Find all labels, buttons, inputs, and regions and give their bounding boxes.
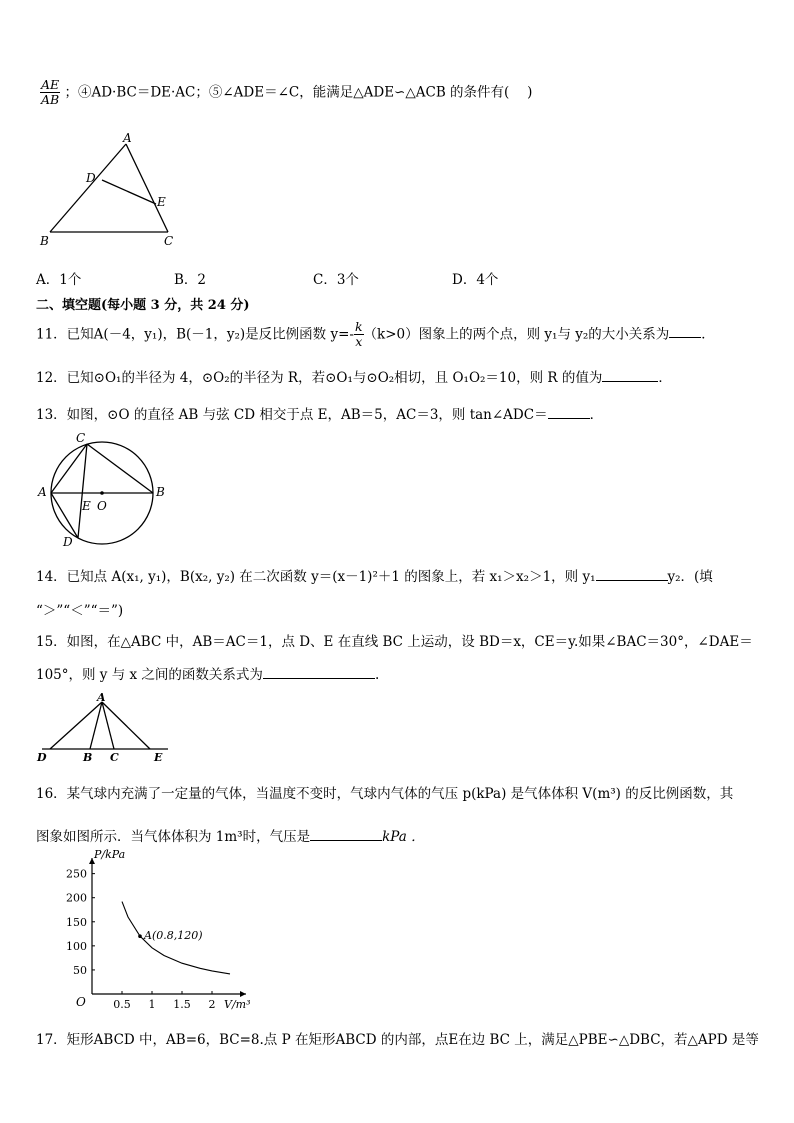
q13-answer-blank[interactable] (548, 406, 590, 419)
q10-conditions-text: ；④AD·BC＝DE·AC；⑤∠ADE＝∠C，能满足△ADE∽△ACB 的条件有( ) (64, 84, 533, 101)
circle-diameter-figure (34, 430, 174, 550)
question-15-line1: 15．如图，在△ABC 中，AB＝AC＝1，点 D、E 在直线 BC 上运动，设 BD＝x，CE＝y.如果∠BAC＝30°，∠DAE＝ (36, 634, 753, 650)
chart-x-tick-label: 1.5 (173, 998, 191, 1011)
question-12: 12．已知⊙O₁的半径为 4，⊙O₂的半径为 R，若⊙O₁与⊙O₂相切，且 O₁O₂＝10，则 R 的值为 ． (36, 370, 672, 386)
question-14-hint: “＞”“＜”“＝”) (36, 603, 124, 619)
question-13: 13．如图，⊙O 的直径 AB 与弦 CD 相交于点 E，AB＝5，AC＝3，则 tan∠ADC＝ ． (36, 407, 604, 423)
label-a: A (97, 691, 106, 704)
q10-option-c: C．3个 (313, 272, 359, 288)
chart-y-tick-label: 100 (66, 939, 87, 953)
label-c: C (76, 431, 86, 445)
chart-y-tick-label: 150 (66, 915, 87, 929)
label-a: A (123, 131, 132, 145)
q10-option-b: B．2 (174, 272, 207, 288)
q10-option-d: D．4个 (452, 272, 499, 288)
chart-x-tick-label: 1 (148, 998, 156, 1011)
label-c: C (164, 234, 174, 248)
label-b: B (40, 234, 49, 248)
q10-option-a: A．1个 (36, 272, 82, 288)
q11-fraction: $\frac{k}{x}$ (354, 319, 363, 350)
label-e: E (154, 751, 163, 764)
chart-y-tick-label: 250 (66, 867, 87, 881)
q11-answer-blank[interactable] (669, 325, 701, 338)
label-o: O (97, 499, 107, 513)
question-14: 14．已知点 A(x₁, y₁)，B(x₂, y₂) 在二次函数 y＝(x－1)²＋1 的图象上，若 x₁＞x₂＞1，则 y₁ y₂．(填 (36, 569, 713, 585)
chart-origin-label: O (76, 995, 86, 1009)
chart-x-arrow (240, 991, 246, 997)
label-b: B (156, 485, 165, 499)
chart-x-axis-label: V/m³ (224, 998, 251, 1011)
triangle-ade-figure (30, 128, 200, 250)
q12-answer-blank[interactable] (602, 369, 658, 382)
chart-x-tick-label: 2 (208, 998, 216, 1011)
label-e: E (157, 195, 166, 209)
label-b: B (83, 751, 93, 764)
label-d: D (86, 171, 96, 185)
triangle-line-figure (34, 690, 174, 765)
question-16-line2: 图象如图所示．当气体体积为 1m³时，气压是 kPa ． (36, 829, 425, 845)
label-c: C (110, 751, 119, 764)
section-title: 二、填空题(每小题 3 分，共 24 分) (36, 298, 250, 313)
chart-y-axis-label: P/kPa (94, 848, 126, 861)
chart-point-a (138, 934, 142, 938)
question-17: 17．矩形ABCD 中，AB=6，BC=8.点 P 在矩形ABCD 的内部，点E在边 BC 上，满足△PBE∽△DBC，若△APD 是等 (36, 1032, 759, 1048)
q14-answer-blank[interactable] (596, 568, 668, 581)
pressure-volume-chart (50, 848, 251, 1018)
label-d: D (37, 751, 47, 764)
chart-y-tick-label: 200 (66, 891, 87, 905)
chart-y-tick-label: 50 (73, 963, 87, 977)
question-11: 11．已知A(－4，y₁)，B(－1，y₂)是反比例函数 y=- $\frac{k}{x}$ （k>0）图象上的两个点，则 y₁与 y₂的大小关系为 ． (36, 319, 715, 350)
chart-x-tick-label: 0.5 (113, 998, 131, 1011)
label-e: E (82, 499, 91, 513)
q16-answer-blank[interactable] (310, 828, 382, 841)
q10-continuation (40, 78, 532, 108)
label-a: A (38, 485, 47, 499)
chart-point-label: A(0.8,120) (144, 929, 203, 943)
q10-fraction: $\frac{AE}{AB}$ (40, 77, 60, 108)
q15-answer-blank[interactable] (263, 666, 375, 679)
question-15-line2: 105°，则 y 与 x 之间的函数关系式为 . (36, 667, 380, 683)
label-d: D (63, 535, 73, 549)
question-16-line1: 16．某气球内充满了一定量的气体，当温度不变时，气球内气体的气压 p(kPa) 是气体体积 V(m³) 的反比例函数，其 (36, 786, 734, 802)
